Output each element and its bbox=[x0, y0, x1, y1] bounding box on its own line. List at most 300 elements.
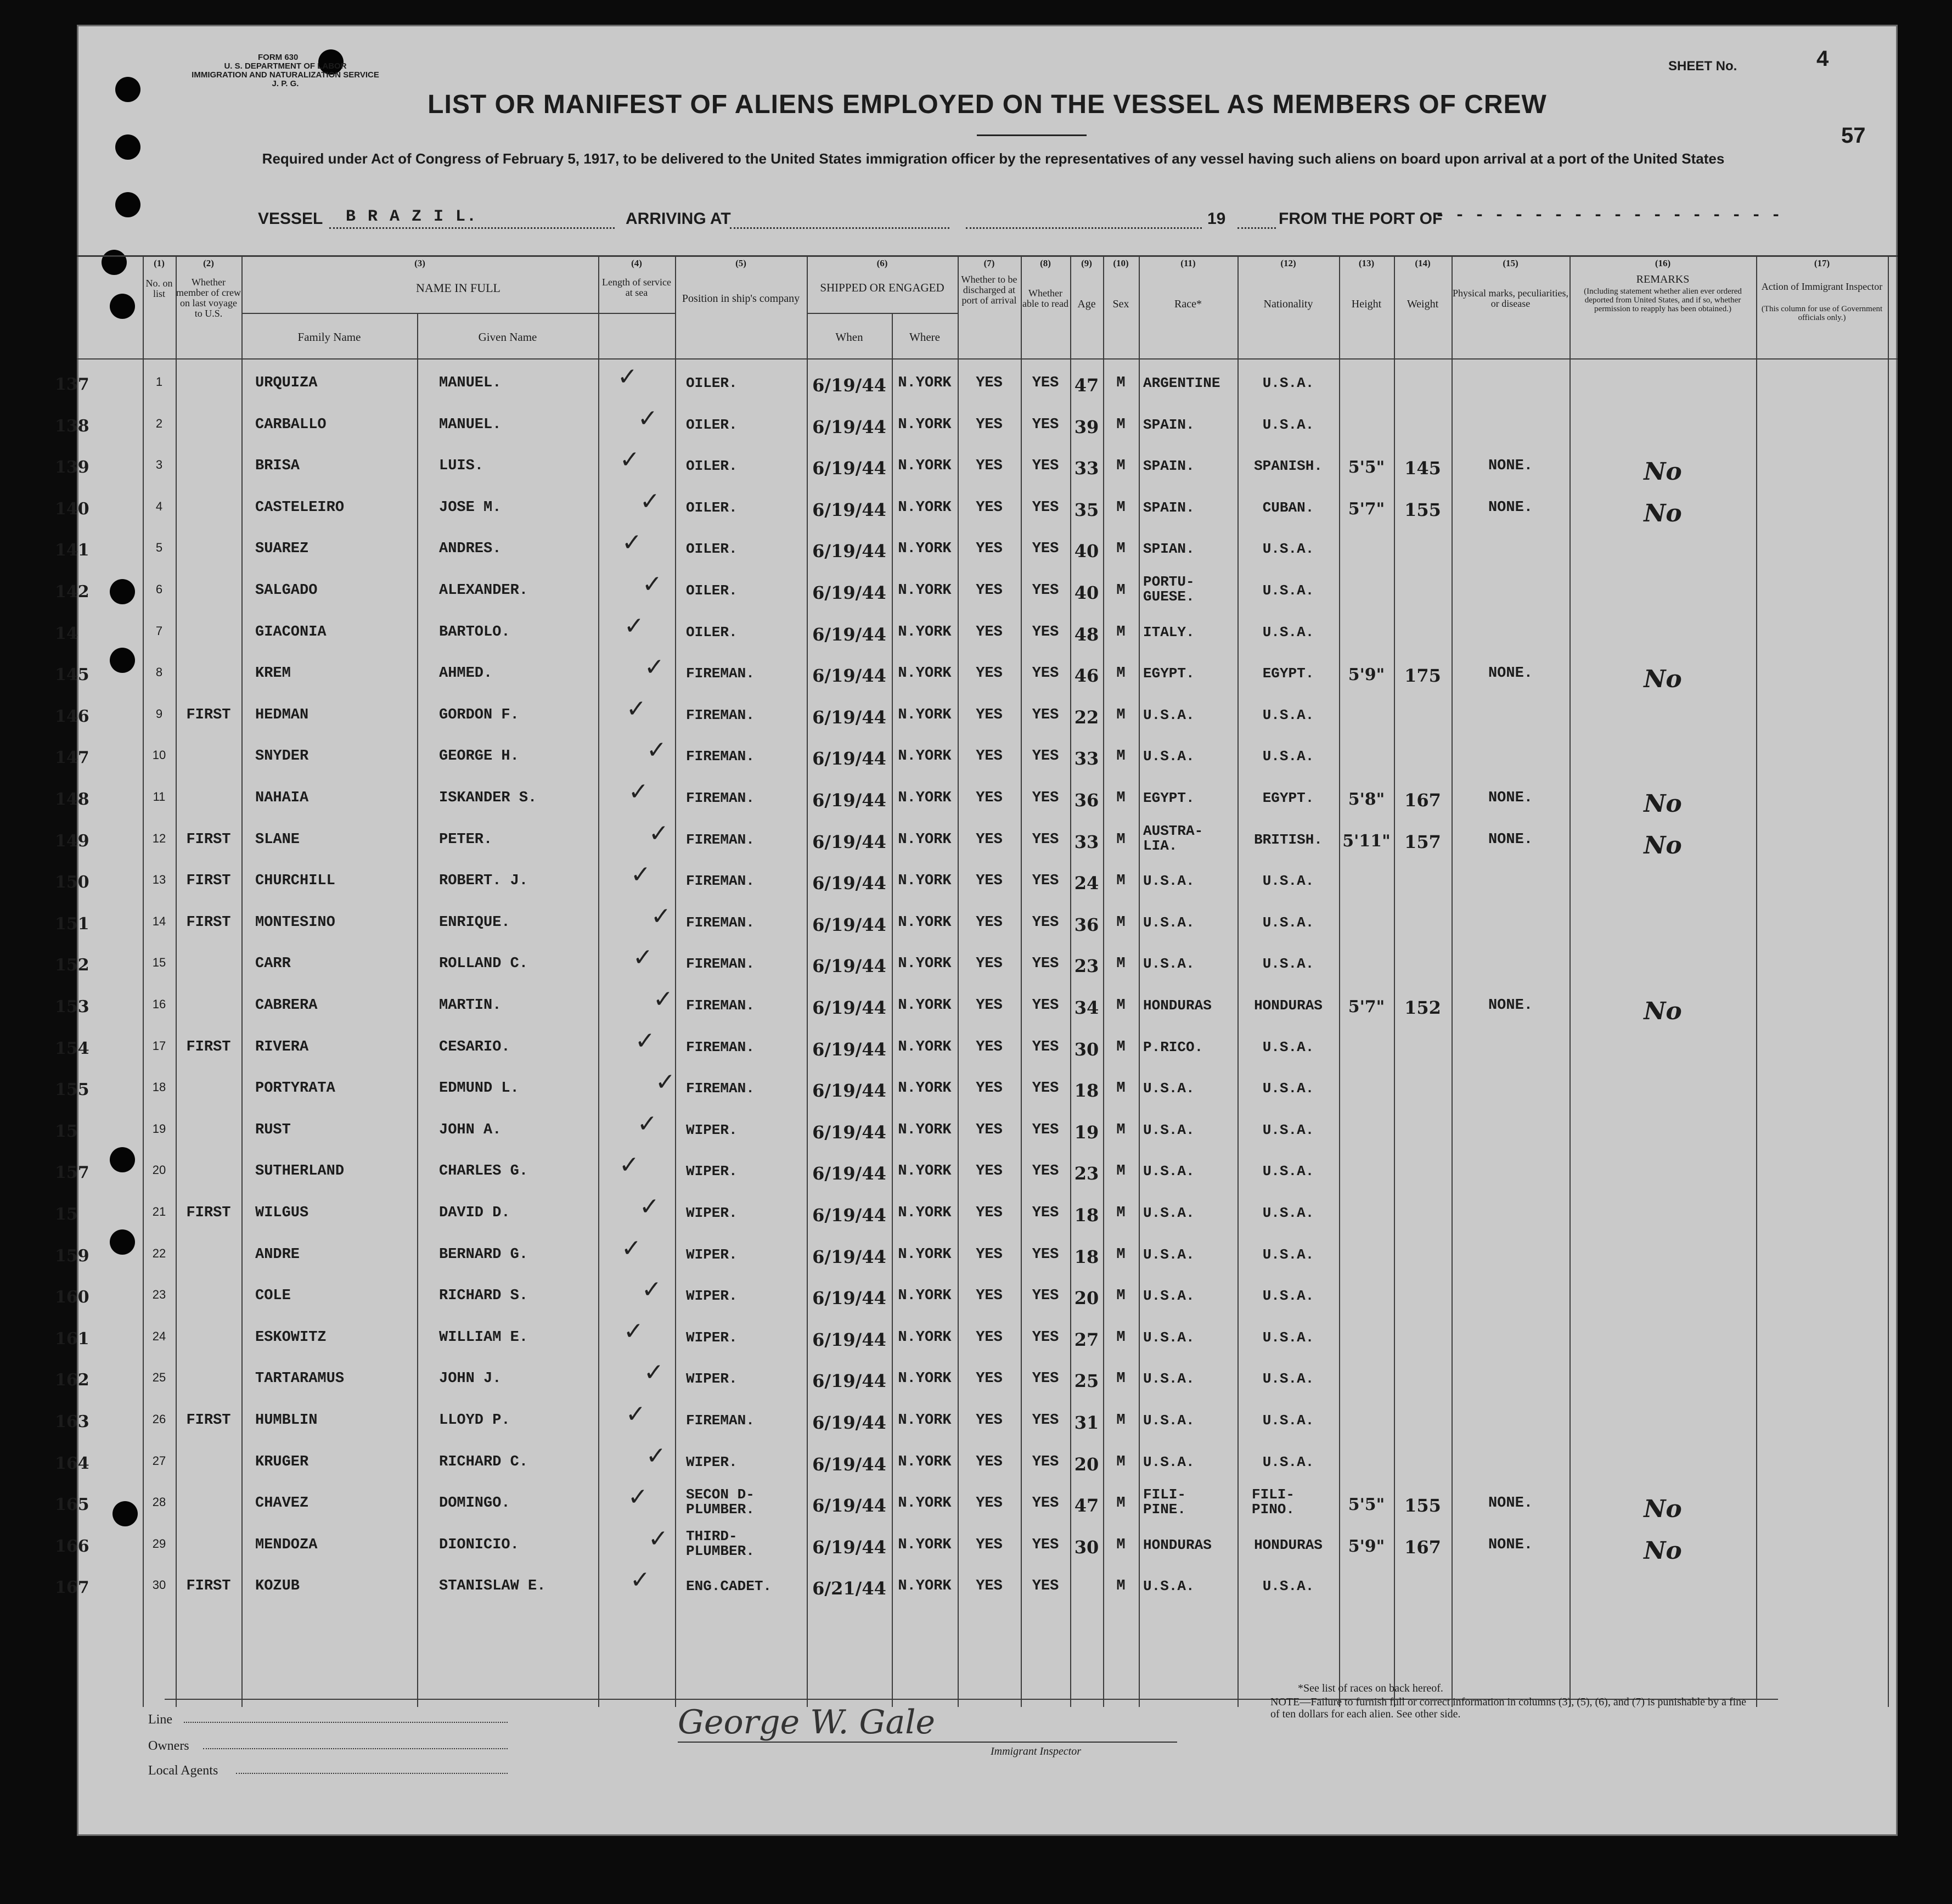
row-nationality: SPANISH. bbox=[1254, 458, 1323, 475]
table-row bbox=[55, 1524, 1898, 1574]
row-given-name: MANUEL. bbox=[439, 375, 502, 391]
row-height: 5'5" bbox=[1348, 458, 1385, 478]
check-mark-icon: ✓ bbox=[628, 778, 649, 806]
table-row bbox=[55, 653, 1898, 703]
row-height: 5'5" bbox=[1348, 1495, 1385, 1515]
row-discharged: YES bbox=[976, 873, 1003, 890]
row-position: FIREMAN. bbox=[686, 1038, 755, 1055]
row-nationality: BRITISH. bbox=[1254, 831, 1323, 848]
row-age: 22 bbox=[1074, 706, 1099, 728]
row-list-number: 4 bbox=[155, 499, 163, 513]
row-shipped-where: N.YORK bbox=[898, 873, 952, 890]
col-header-weight: Weight bbox=[1407, 298, 1439, 310]
table-row bbox=[55, 363, 1898, 412]
col-header-action-note: (This column for use of Government officials only.) bbox=[1761, 305, 1883, 322]
row-family-name: CHURCHILL bbox=[255, 873, 335, 890]
row-discharged: YES bbox=[976, 1412, 1003, 1429]
row-list-number: 2 bbox=[155, 416, 163, 430]
row-position: WIPER. bbox=[686, 1121, 738, 1138]
row-shipped-when: 6/19/44 bbox=[812, 914, 886, 935]
row-age: 23 bbox=[1074, 956, 1099, 977]
row-shipped-where: N.YORK bbox=[898, 997, 952, 1014]
row-sex: M bbox=[1116, 1578, 1126, 1595]
row-list-number: 18 bbox=[152, 1080, 166, 1094]
table-row bbox=[55, 446, 1898, 495]
row-age: 30 bbox=[1074, 1536, 1099, 1558]
sheet-number-label: SHEET No. bbox=[1668, 59, 1737, 74]
row-race: EGYPT. bbox=[1143, 665, 1195, 682]
row-position: FIREMAN. bbox=[686, 1412, 755, 1429]
row-race: U.S.A. bbox=[1143, 1205, 1195, 1221]
row-list-number: 20 bbox=[152, 1163, 166, 1177]
row-weight: 152 bbox=[1404, 997, 1441, 1018]
row-margin-number: 142 bbox=[55, 582, 89, 602]
row-race: U.S.A. bbox=[1143, 1288, 1195, 1305]
row-shipped-when: 6/19/44 bbox=[812, 997, 886, 1018]
local-agents-label: Local Agents bbox=[148, 1763, 218, 1778]
row-remark: No bbox=[1644, 790, 1682, 818]
row-position: OILER. bbox=[686, 375, 738, 391]
row-able-to-read: YES bbox=[1032, 1495, 1059, 1512]
row-race: HONDURAS bbox=[1143, 1536, 1212, 1553]
row-shipped-where: N.YORK bbox=[898, 1495, 952, 1512]
row-list-number: 10 bbox=[152, 748, 166, 762]
row-position: OILER. bbox=[686, 416, 738, 433]
row-given-name: JOSE M. bbox=[439, 499, 502, 516]
row-shipped-when: 6/19/44 bbox=[812, 458, 886, 479]
column-number: (9) bbox=[1081, 258, 1092, 268]
check-mark-icon: ✓ bbox=[620, 446, 640, 474]
row-sex: M bbox=[1116, 1536, 1126, 1553]
row-crew-first: FIRST bbox=[186, 706, 231, 723]
row-list-number: 12 bbox=[152, 831, 166, 845]
row-margin-number: 141 bbox=[55, 541, 89, 560]
page-subtitle: Required under Act of Congress of February 5, 1917, to be delivered to the United States immigration officer by the representatives of any vessel having such aliens on board upon arrival at a port of the United States bbox=[262, 150, 1725, 167]
row-shipped-when: 6/19/44 bbox=[812, 624, 886, 645]
row-physical-marks: NONE. bbox=[1488, 1495, 1533, 1512]
row-shipped-when: 6/19/44 bbox=[812, 1205, 886, 1226]
shipped-header-rule bbox=[807, 313, 958, 314]
row-family-name: RUST bbox=[255, 1121, 291, 1138]
row-given-name: ISKANDER S. bbox=[439, 790, 537, 806]
row-list-number: 8 bbox=[155, 665, 163, 679]
row-position: FIREMAN. bbox=[686, 1080, 755, 1097]
row-race: U.S.A. bbox=[1143, 1453, 1195, 1470]
column-number: (10) bbox=[1113, 258, 1129, 268]
check-mark-icon: ✓ bbox=[642, 570, 662, 598]
row-margin-number: 159 bbox=[55, 1246, 89, 1266]
check-mark-icon: ✓ bbox=[646, 736, 667, 765]
inspector-label: Immigrant Inspector bbox=[991, 1745, 1081, 1757]
row-nationality: U.S.A. bbox=[1262, 1578, 1314, 1595]
column-number: (8) bbox=[1040, 258, 1051, 268]
row-shipped-where: N.YORK bbox=[898, 706, 952, 723]
col-header-position: Position in ship's company bbox=[682, 293, 800, 305]
table-row bbox=[55, 694, 1898, 744]
row-age: 47 bbox=[1074, 1495, 1099, 1517]
col-header-name: NAME IN FULL bbox=[416, 281, 500, 295]
row-position: WIPER. bbox=[686, 1453, 738, 1470]
row-shipped-where: N.YORK bbox=[898, 831, 952, 848]
check-mark-icon: ✓ bbox=[626, 694, 646, 723]
row-shipped-when: 6/19/44 bbox=[812, 499, 886, 520]
sheet-number: 4 bbox=[1816, 47, 1829, 71]
row-age: 25 bbox=[1074, 1371, 1099, 1392]
check-mark-icon: ✓ bbox=[619, 1151, 639, 1180]
row-shipped-where: N.YORK bbox=[898, 1329, 952, 1346]
row-nationality: U.S.A. bbox=[1262, 1205, 1314, 1221]
name-header-rule bbox=[241, 313, 675, 314]
row-discharged: YES bbox=[976, 582, 1003, 599]
row-age: 33 bbox=[1074, 458, 1099, 479]
from-port-value: - - - - - - - - - - - - - - - - - - bbox=[1435, 206, 1781, 225]
row-remark: No bbox=[1644, 499, 1682, 527]
row-margin-number: 154 bbox=[55, 1038, 89, 1058]
row-sex: M bbox=[1116, 499, 1126, 516]
row-nationality: CUBAN. bbox=[1262, 499, 1314, 516]
row-nationality: U.S.A. bbox=[1262, 1453, 1314, 1470]
row-nationality: U.S.A. bbox=[1262, 1246, 1314, 1263]
row-margin-number: 15 bbox=[55, 1121, 78, 1141]
col-header-marks: Physical marks, peculiarities, or disease bbox=[1453, 288, 1568, 309]
row-shipped-where: N.YORK bbox=[898, 499, 952, 516]
row-age: 20 bbox=[1074, 1453, 1099, 1475]
check-mark-icon: ✓ bbox=[646, 1441, 666, 1470]
row-weight: 155 bbox=[1404, 1495, 1441, 1517]
row-discharged: YES bbox=[976, 748, 1003, 765]
row-shipped-where: N.YORK bbox=[898, 1371, 952, 1388]
row-position: WIPER. bbox=[686, 1205, 738, 1221]
row-shipped-where: N.YORK bbox=[898, 582, 952, 599]
row-race: U.S.A. bbox=[1143, 748, 1195, 765]
row-shipped-when: 6/19/44 bbox=[812, 1412, 886, 1433]
row-age: 39 bbox=[1074, 416, 1099, 437]
row-family-name: SALGADO bbox=[255, 582, 318, 599]
row-family-name: MENDOZA bbox=[255, 1536, 318, 1553]
check-mark-icon: ✓ bbox=[653, 985, 673, 1013]
row-shipped-when: 6/19/44 bbox=[812, 1329, 886, 1350]
table-row bbox=[55, 985, 1898, 1035]
col-header-crew: Whether member of crew on last voyage to U.S. bbox=[176, 277, 241, 319]
row-able-to-read: YES bbox=[1032, 458, 1059, 475]
row-family-name: SUAREZ bbox=[255, 541, 309, 558]
row-shipped-when: 6/19/44 bbox=[812, 1246, 886, 1267]
table-row bbox=[55, 404, 1898, 454]
row-family-name: RIVERA bbox=[255, 1038, 309, 1055]
row-margin-number: 137 bbox=[55, 375, 89, 394]
row-list-number: 26 bbox=[152, 1412, 166, 1426]
row-nationality: U.S.A. bbox=[1262, 748, 1314, 765]
row-sex: M bbox=[1116, 1329, 1126, 1346]
row-shipped-where: N.YORK bbox=[898, 748, 952, 765]
row-given-name: ANDRES. bbox=[439, 541, 502, 558]
row-discharged: YES bbox=[976, 1453, 1003, 1470]
row-given-name: BARTOLO. bbox=[439, 624, 510, 641]
row-margin-number: 164 bbox=[55, 1453, 89, 1473]
row-discharged: YES bbox=[976, 375, 1003, 391]
row-crew-first: FIRST bbox=[186, 914, 231, 931]
check-mark-icon: ✓ bbox=[651, 902, 671, 930]
row-physical-marks: NONE. bbox=[1488, 831, 1533, 848]
row-physical-marks: NONE. bbox=[1488, 790, 1533, 806]
row-family-name: CHAVEZ bbox=[255, 1495, 309, 1512]
row-sex: M bbox=[1116, 1371, 1126, 1388]
row-shipped-where: N.YORK bbox=[898, 375, 952, 391]
row-weight: 155 bbox=[1404, 499, 1441, 520]
manifest-sheet bbox=[55, 25, 1898, 1836]
col-header-where: Where bbox=[909, 330, 940, 344]
row-given-name: STANISLAW E. bbox=[439, 1578, 546, 1595]
column-number: (3) bbox=[414, 258, 425, 268]
row-family-name: CARR bbox=[255, 956, 291, 973]
row-race: SPAIN. bbox=[1143, 458, 1195, 475]
row-sex: M bbox=[1116, 1288, 1126, 1305]
row-discharged: YES bbox=[976, 790, 1003, 806]
column-number: (11) bbox=[1180, 258, 1196, 268]
row-race: U.S.A. bbox=[1143, 1578, 1195, 1595]
row-shipped-where: N.YORK bbox=[898, 1246, 952, 1263]
column-number: (12) bbox=[1280, 258, 1296, 268]
table-row bbox=[55, 570, 1898, 620]
check-mark-icon: ✓ bbox=[644, 1358, 664, 1387]
row-shipped-when: 6/19/44 bbox=[812, 1453, 886, 1475]
row-list-number: 19 bbox=[152, 1121, 166, 1136]
row-age: 48 bbox=[1074, 624, 1099, 645]
row-margin-number: 163 bbox=[55, 1412, 89, 1431]
row-remark: No bbox=[1644, 1536, 1682, 1565]
row-age: 34 bbox=[1074, 997, 1099, 1018]
row-crew-first: FIRST bbox=[186, 1038, 231, 1055]
row-family-name: ANDRE bbox=[255, 1246, 300, 1263]
row-shipped-when: 6/19/44 bbox=[812, 416, 886, 437]
row-shipped-when: 6/19/44 bbox=[812, 1495, 886, 1517]
row-given-name: GEORGE H. bbox=[439, 748, 519, 765]
row-family-name: SLANE bbox=[255, 831, 300, 848]
row-given-name: DIONICIO. bbox=[439, 1536, 519, 1553]
row-age: 33 bbox=[1074, 831, 1099, 852]
form-header bbox=[170, 53, 401, 88]
arriving-label: ARRIVING AT bbox=[626, 210, 731, 228]
row-shipped-where: N.YORK bbox=[898, 1412, 952, 1429]
row-height: 5'9" bbox=[1348, 665, 1385, 685]
table-row bbox=[55, 611, 1898, 661]
row-discharged: YES bbox=[976, 1205, 1003, 1221]
row-age: 47 bbox=[1074, 375, 1099, 396]
check-mark-icon: ✓ bbox=[644, 653, 665, 682]
row-position: FIREMAN. bbox=[686, 914, 755, 931]
row-nationality: U.S.A. bbox=[1262, 1080, 1314, 1097]
row-given-name: JOHN J. bbox=[439, 1371, 502, 1388]
row-shipped-when: 6/19/44 bbox=[812, 1288, 886, 1309]
form-number: FORM 630 bbox=[258, 53, 299, 62]
row-shipped-where: N.YORK bbox=[898, 1578, 952, 1595]
row-able-to-read: YES bbox=[1032, 997, 1059, 1014]
owners-label: Owners bbox=[148, 1739, 189, 1753]
column-number: (2) bbox=[203, 258, 214, 268]
column-number: (14) bbox=[1415, 258, 1431, 268]
department-name: U. S. DEPARTMENT OF LABOR bbox=[224, 61, 347, 71]
col-header-read: Whether able to read bbox=[1022, 288, 1068, 309]
row-sex: M bbox=[1116, 873, 1126, 890]
row-position: WIPER. bbox=[686, 1371, 738, 1388]
row-list-number: 14 bbox=[152, 914, 166, 928]
column-number: (15) bbox=[1503, 258, 1518, 268]
row-race: ITALY. bbox=[1143, 624, 1195, 641]
row-nationality: FILI- PINO. bbox=[1251, 1486, 1295, 1518]
col-header-age: Age bbox=[1077, 298, 1096, 310]
table-row bbox=[55, 1566, 1898, 1615]
row-list-number: 17 bbox=[152, 1038, 166, 1053]
row-race: SPAIN. bbox=[1143, 416, 1195, 433]
row-family-name: KRUGER bbox=[255, 1453, 309, 1470]
row-discharged: YES bbox=[976, 997, 1003, 1014]
row-given-name: ROBERT. J. bbox=[439, 873, 528, 890]
row-race: U.S.A. bbox=[1143, 1371, 1195, 1388]
check-mark-icon: ✓ bbox=[633, 943, 653, 972]
row-margin-number: 162 bbox=[55, 1371, 89, 1390]
row-sex: M bbox=[1116, 541, 1126, 558]
col-header-race: Race* bbox=[1174, 298, 1202, 310]
row-list-number: 30 bbox=[152, 1578, 166, 1592]
row-nationality: U.S.A. bbox=[1262, 416, 1314, 433]
row-shipped-when: 6/21/44 bbox=[812, 1578, 886, 1599]
row-shipped-where: N.YORK bbox=[898, 1080, 952, 1097]
row-shipped-where: N.YORK bbox=[898, 790, 952, 806]
row-given-name: JOHN A. bbox=[439, 1121, 502, 1138]
row-remark: No bbox=[1644, 1495, 1682, 1524]
row-height: 5'11" bbox=[1342, 831, 1391, 851]
row-sex: M bbox=[1116, 624, 1126, 641]
row-nationality: U.S.A. bbox=[1262, 956, 1314, 973]
row-age: 31 bbox=[1074, 1412, 1099, 1433]
row-family-name: CASTELEIRO bbox=[255, 499, 345, 516]
row-able-to-read: YES bbox=[1032, 499, 1059, 516]
from-port-label: FROM THE PORT OF bbox=[1279, 210, 1443, 228]
table-row bbox=[55, 1483, 1898, 1532]
row-list-number: 13 bbox=[152, 873, 166, 887]
row-age: 36 bbox=[1074, 790, 1099, 811]
table-row bbox=[55, 861, 1898, 910]
binder-hole bbox=[115, 134, 140, 160]
row-discharged: YES bbox=[976, 416, 1003, 433]
row-margin-number: 138 bbox=[55, 416, 89, 436]
row-race: U.S.A. bbox=[1143, 956, 1195, 973]
row-age: 19 bbox=[1074, 1121, 1099, 1143]
row-discharged: YES bbox=[976, 956, 1003, 973]
row-margin-number: 161 bbox=[55, 1329, 89, 1349]
row-shipped-when: 6/19/44 bbox=[812, 956, 886, 977]
row-able-to-read: YES bbox=[1032, 831, 1059, 848]
row-race: HONDURAS bbox=[1143, 997, 1212, 1014]
row-sex: M bbox=[1116, 1205, 1126, 1221]
row-shipped-where: N.YORK bbox=[898, 665, 952, 682]
row-given-name: WILLIAM E. bbox=[439, 1329, 528, 1346]
row-sex: M bbox=[1116, 1246, 1126, 1263]
row-discharged: YES bbox=[976, 1163, 1003, 1180]
row-able-to-read: YES bbox=[1032, 1453, 1059, 1470]
table-row bbox=[55, 1234, 1898, 1284]
table-row bbox=[55, 778, 1898, 827]
row-race: U.S.A. bbox=[1143, 1246, 1195, 1263]
table-row bbox=[55, 1317, 1898, 1367]
row-given-name: AHMED. bbox=[439, 665, 493, 682]
row-discharged: YES bbox=[976, 541, 1003, 558]
row-sex: M bbox=[1116, 1495, 1126, 1512]
row-discharged: YES bbox=[976, 1578, 1003, 1595]
row-sex: M bbox=[1116, 416, 1126, 433]
row-able-to-read: YES bbox=[1032, 1412, 1059, 1429]
row-margin-number: 145 bbox=[55, 665, 89, 685]
row-able-to-read: YES bbox=[1032, 1163, 1059, 1180]
row-able-to-read: YES bbox=[1032, 1080, 1059, 1097]
row-given-name: ROLLAND C. bbox=[439, 956, 528, 973]
row-margin-number: 148 bbox=[55, 790, 89, 809]
col-header-when: When bbox=[835, 330, 863, 344]
row-remark: No bbox=[1644, 831, 1682, 860]
row-position: FIREMAN. bbox=[686, 956, 755, 973]
row-nationality: U.S.A. bbox=[1262, 706, 1314, 723]
row-family-name: HUMBLIN bbox=[255, 1412, 318, 1429]
row-given-name: PETER. bbox=[439, 831, 493, 848]
row-nationality: EGYPT. bbox=[1262, 790, 1314, 806]
row-age: 35 bbox=[1074, 499, 1099, 520]
row-age: 40 bbox=[1074, 541, 1099, 562]
check-mark-icon: ✓ bbox=[622, 529, 642, 557]
row-position: FIREMAN. bbox=[686, 831, 755, 848]
col-header-remarks-note: (Including statement whether alien ever ordered deported from United States, and if so, whether permission to reapply has been obtained.) bbox=[1584, 287, 1742, 313]
column-number: (6) bbox=[876, 258, 888, 268]
row-family-name: COLE bbox=[255, 1288, 291, 1305]
row-list-number: 11 bbox=[153, 790, 166, 804]
row-family-name: BRISA bbox=[255, 458, 300, 475]
row-list-number: 23 bbox=[152, 1288, 166, 1302]
row-shipped-where: N.YORK bbox=[898, 1453, 952, 1470]
row-nationality: U.S.A. bbox=[1262, 1371, 1314, 1388]
row-race: U.S.A. bbox=[1143, 706, 1195, 723]
row-position: FIREMAN. bbox=[686, 873, 755, 890]
row-physical-marks: NONE. bbox=[1488, 997, 1533, 1014]
row-sex: M bbox=[1116, 665, 1126, 682]
row-physical-marks: NONE. bbox=[1488, 1536, 1533, 1553]
row-family-name: NAHAIA bbox=[255, 790, 309, 806]
row-nationality: HONDURAS bbox=[1254, 1536, 1323, 1553]
row-margin-number: 167 bbox=[55, 1578, 89, 1598]
row-margin-number: 153 bbox=[55, 997, 89, 1016]
col-header-shipped: SHIPPED OR ENGAGED bbox=[820, 281, 944, 294]
row-shipped-when: 6/19/44 bbox=[812, 1536, 886, 1558]
column-number: (1) bbox=[154, 258, 165, 268]
row-shipped-when: 6/19/44 bbox=[812, 1080, 886, 1102]
col-header-action: Action of Immigrant Inspector bbox=[1761, 281, 1883, 292]
row-crew-first: FIRST bbox=[186, 831, 231, 848]
row-shipped-when: 6/19/44 bbox=[812, 582, 886, 603]
row-margin-number: 146 bbox=[55, 706, 89, 726]
row-shipped-when: 6/19/44 bbox=[812, 831, 886, 852]
row-able-to-read: YES bbox=[1032, 706, 1059, 723]
row-position: OILER. bbox=[686, 458, 738, 475]
row-race: AUSTRA- LIA. bbox=[1143, 822, 1203, 854]
row-position: WIPER. bbox=[686, 1246, 738, 1263]
row-able-to-read: YES bbox=[1032, 1371, 1059, 1388]
row-margin-number: 157 bbox=[55, 1163, 89, 1183]
table-row bbox=[55, 902, 1898, 952]
row-nationality: EGYPT. bbox=[1262, 665, 1314, 682]
row-family-name: KREM bbox=[255, 665, 291, 682]
row-margin-number: 152 bbox=[55, 956, 89, 975]
row-discharged: YES bbox=[976, 706, 1003, 723]
row-nationality: U.S.A. bbox=[1262, 541, 1314, 558]
row-sex: M bbox=[1116, 1412, 1126, 1429]
